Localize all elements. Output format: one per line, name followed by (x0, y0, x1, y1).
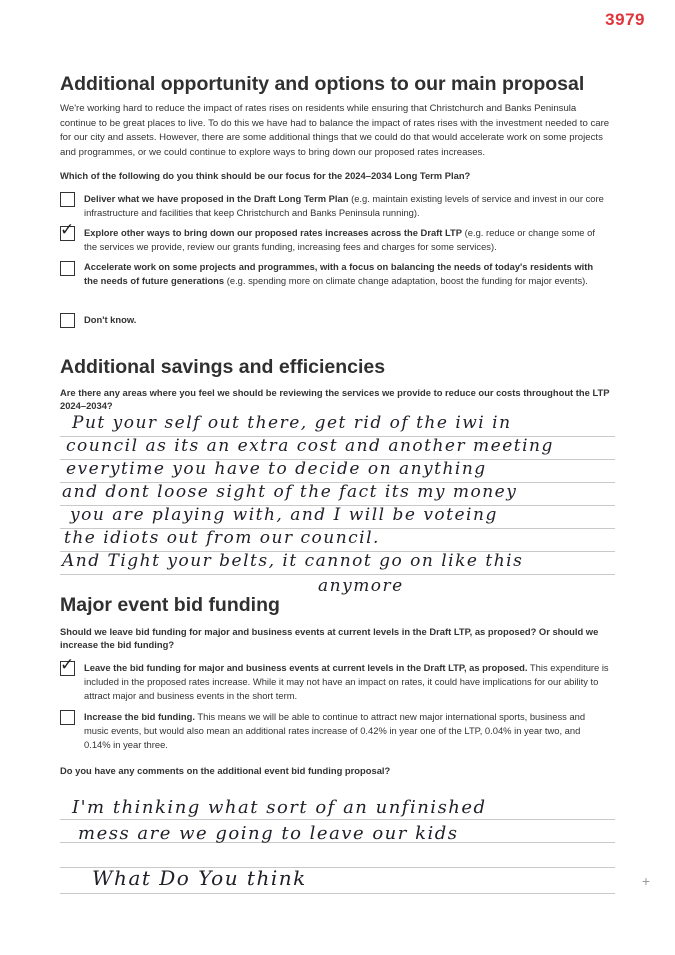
handwritten-comment-line: mess are we going to leave our kids (78, 823, 459, 844)
section-title-major-event: Major event bid funding (60, 594, 280, 616)
checkbox-accelerate-work[interactable] (60, 261, 75, 276)
section-title-savings: Additional savings and efficiencies (60, 356, 386, 378)
comment-question: Do you have any comments on the additional event bid funding proposal? (60, 765, 391, 776)
handwritten-comment-line: What Do You think (92, 866, 307, 890)
handwritten-answer-line: anymore (318, 576, 404, 596)
answer-line (60, 574, 615, 575)
handwritten-comment-line: I'm thinking what sort of an unfinished (72, 797, 487, 818)
answer-line (60, 819, 615, 820)
option-dont-know: Don't know. (84, 314, 137, 325)
check-mark-icon: ✓ (60, 220, 75, 240)
option-accelerate-work: Accelerate work on some projects and programmes, with a focus on balancing the needs of today's residents with the needs of future generations (e.g. spending more on climate change adaptation, boost the funding for major events). (84, 261, 594, 286)
handwritten-answer-line: the idiots out from our council. (64, 528, 380, 548)
intro-paragraph: We're working hard to reduce the impact of rates rises on residents while ensuring that Christchurch and Banks Peninsula continue to be great places to live. To do this we have had to balance the impact of rates rises with the investment needed to care for our city and assets. However, there are some additional things that we could do that would accelerate work on some projects and programmes, or we could continue to explore ways to bring down our proposed rates increases. (60, 103, 610, 158)
plus-mark-icon: + (641, 873, 650, 889)
section-title-additional-opportunity: Additional opportunity and options to our main proposal (60, 73, 585, 95)
handwritten-answer-line: Put your self out there, get rid of the iwi in (72, 413, 512, 433)
check-mark-icon: ✓ (60, 655, 75, 675)
handwritten-answer-line: everytime you have to decide on anything (66, 459, 487, 479)
focus-question: Which of the following do you think should be our focus for the 2024–2034 Long Term Plan? (60, 170, 471, 181)
option-deliver-proposed: Deliver what we have proposed in the Draft Long Term Plan (e.g. maintain existing levels of service and invest in our core infrastructure and facilities that keep Christchurch and Banks Peninsula running). (84, 193, 604, 218)
bid-funding-question: Should we leave bid funding for major and business events at current levels in the Draft LTP, as proposed? Or should we increase the bid funding? (60, 626, 599, 650)
checkbox-deliver-proposed[interactable] (60, 192, 75, 207)
savings-question: Are there any areas where you feel we should be reviewing the services we provide to reduce our costs throughout the LTP 2024–2034? (60, 387, 610, 411)
option-leave-bid-funding: Leave the bid funding for major and business events at current levels in the Draft LTP, as proposed. This expenditure is included in the proposed rates increase. While it may not have an impact on rates, it could have implications for our ability to attract major and business events in the short term. (84, 662, 609, 701)
answer-line (60, 893, 615, 894)
option-increase-bid-funding: Increase the bid funding. This means we will be able to continue to attract new major international sports, business and music events, but would also mean an additional rates increase of 0.42% in year one of the LTP, 0.04% in year two, and 0.14% in year three. (84, 711, 586, 750)
handwritten-answer-line: council as its an extra cost and another meeting (66, 436, 554, 456)
checkbox-increase-bid-funding[interactable] (60, 710, 75, 725)
checkbox-dont-know[interactable] (60, 313, 75, 328)
handwritten-answer-line: you are playing with, and I will be voteing (70, 505, 498, 525)
option-explore-other-ways: Explore other ways to bring down our proposed rates increases across the Draft LTP (e.g. reduce or change some of the services we provide, review our grants funding, increasing fees and charges for some services). (84, 227, 595, 252)
page-number: 3979 (605, 10, 645, 29)
handwritten-answer-line: And Tight your belts, it cannot go on like this (62, 551, 524, 571)
handwritten-answer-line: and dont loose sight of the fact its my money (62, 482, 518, 502)
